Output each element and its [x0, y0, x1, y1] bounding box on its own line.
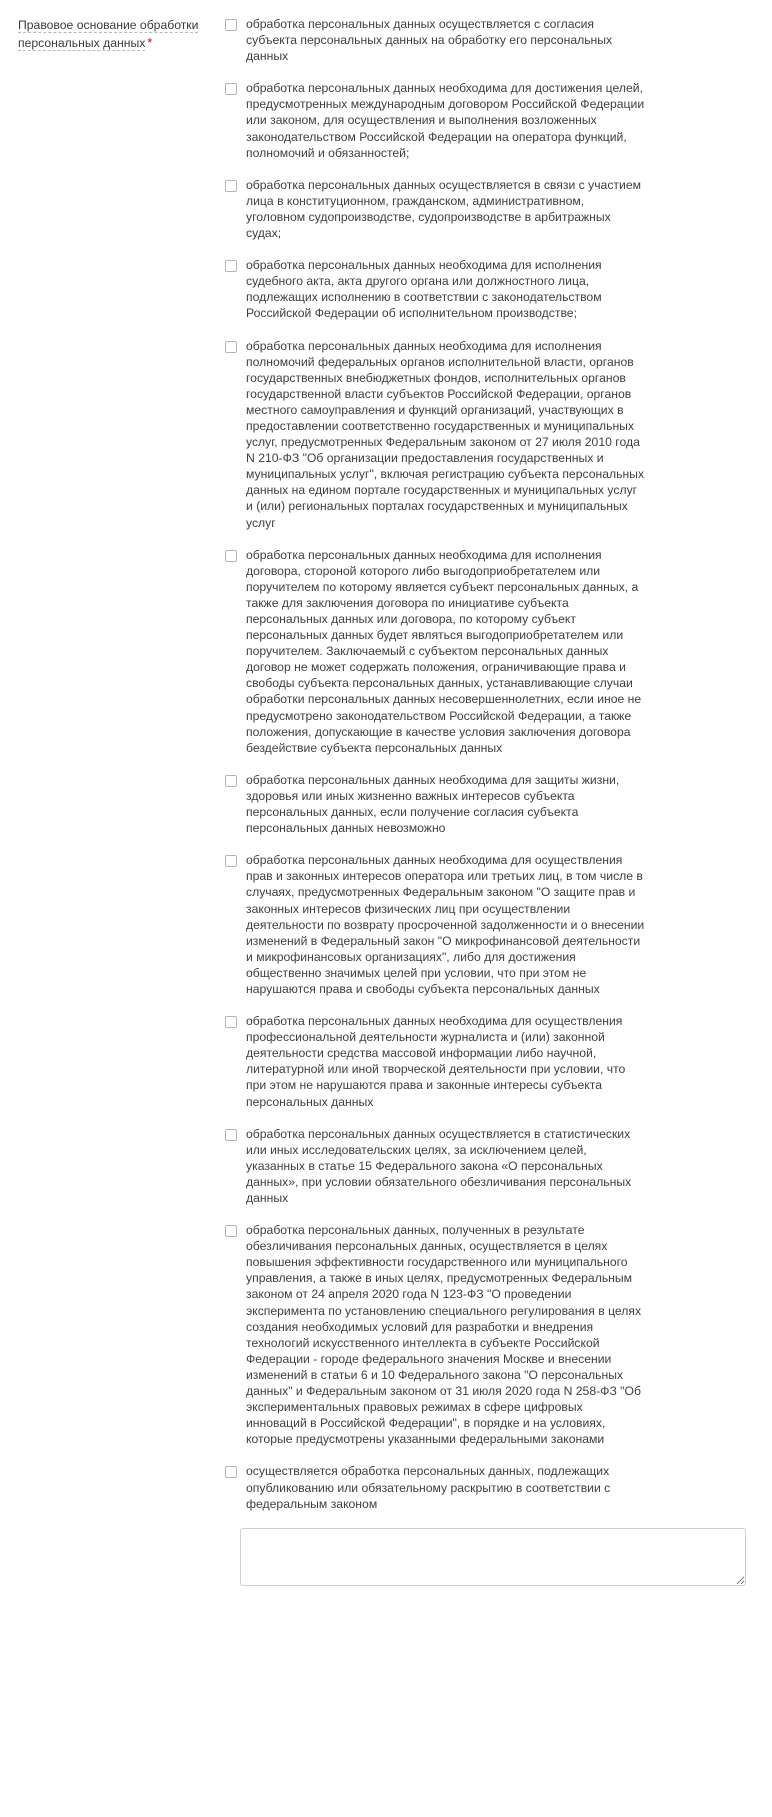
checkbox-label[interactable]: осуществляется обработка персональных данных, подлежащих опубликованию или обязательному раскрытию в соответствии с федеральным законом: [246, 1464, 611, 1511]
checkbox-label[interactable]: обработка персональных данных, полученных в результате обезличивания персональных данных, осуществляется в целях повышения эффективности государственного или муниципального управления, а также в иных целях, предусмотренных Федеральным законом от 24 апреля 2020 года N 123-ФЗ "О проведении эксперимента по установлению специального регулирования в целях создания необходимых условий для разработки и внедрения технологий искусственного интеллекта в субъекте Российской Федерации - городе федерального значения Москве и внесении изменений в статьи 6 и 10 Федерального закона "О персональных данных" и Федеральным законом от 31 июля 2020 года N 258-ФЗ "Об экспериментальных правовых режимах в сфере цифровых инноваций в Российской Федерации", в порядке и на условиях, которые предусмотрены указанными федеральными законами: [246, 1223, 642, 1447]
checkbox-label[interactable]: обработка персональных данных осуществляется с согласия субъекта персональных данных на обработку его персональных данных: [246, 17, 613, 64]
checkbox-input[interactable]: [225, 1225, 237, 1237]
checkbox-label[interactable]: обработка персональных данных необходима для исполнения полномочий федеральных органов исполнительной власти, органов государственных внебюджетных фондов, исполнительных органов государственной власти субъектов Российской Федерации, органов местного самоуправления и функций организаций, участвующих в предоставлении соответственно государственных и муниципальных услуг, предусмотренных Федеральным законом от 27 июля 2010 года N 210-ФЗ "Об организации предоставления государственных и муниципальных услуг", включая регистрацию субъекта персональных данных на едином портале государственных и муниципальных услуг и (или) региональных порталах государственных и муниципальных услуг: [246, 338, 645, 530]
checkbox-label[interactable]: обработка персональных данных осуществляется в связи с участием лица в конституционном, гражданском, административном, уголовном судопроизводстве, судопроизводстве в арбитражных судах;: [246, 177, 641, 241]
checkbox-input[interactable]: [225, 341, 237, 353]
checkbox-input[interactable]: [225, 1129, 237, 1141]
checkbox-input[interactable]: [225, 180, 237, 192]
comment-textarea[interactable]: [240, 1528, 746, 1586]
checkbox-input[interactable]: [225, 1466, 237, 1478]
checkbox-item[interactable]: [225, 852, 750, 997]
legal-basis-control-column: [225, 14, 772, 1512]
comment-spacer: [0, 1528, 240, 1586]
checkbox-item[interactable]: [225, 80, 750, 160]
checkbox-item[interactable]: [225, 177, 750, 241]
checkbox-item[interactable]: [225, 1126, 750, 1206]
checkbox-label[interactable]: обработка персональных данных необходима для осуществления профессиональной деятельности журналиста и (или) законной деятельности средства массовой информации либо научной, литературной или иной творческой деятельности при условии, что при этом не нарушаются права и законные интересы субъекта персональных данных: [246, 1014, 626, 1109]
checkbox-label[interactable]: обработка персональных данных необходима для осуществления прав и законных интересов оператора или третьих лиц, в том числе в случаях, предусмотренных Федеральным законом "О защите прав и законных интересов физических лиц при осуществлении деятельности по возврату просроченной задолженности и о внесении изменений в Федеральный закон "О микрофинансовой деятельности и микрофинансовых организациях", либо для достижения общественно значимых целей при условии, что при этом не нарушаются права и свободы субъекта персональных данных: [246, 853, 645, 996]
checkbox-item[interactable]: [225, 1222, 750, 1447]
checkbox-item[interactable]: [225, 772, 750, 836]
checkbox-input[interactable]: [225, 1016, 237, 1028]
checkbox-item[interactable]: [225, 338, 750, 531]
legal-basis-checkbox-group: [225, 16, 750, 1512]
checkbox-input[interactable]: [225, 775, 237, 787]
checkbox-label[interactable]: обработка персональных данных осуществляется в статистических или иных исследовательских целях, за исключением целей, указанных в статье 15 Федерального закона «О персональных данных», при условии обязательного обезличивания персональных данных: [246, 1126, 632, 1205]
checkbox-item[interactable]: [225, 257, 750, 321]
checkbox-item[interactable]: [225, 16, 750, 64]
field-label-column: [0, 14, 225, 52]
comment-row: [0, 1512, 772, 1600]
checkbox-input[interactable]: [225, 83, 237, 95]
checkbox-input[interactable]: [225, 550, 237, 562]
required-asterisk: *: [147, 36, 153, 50]
checkbox-item[interactable]: [225, 1463, 750, 1511]
checkbox-input[interactable]: [225, 855, 237, 867]
checkbox-label[interactable]: обработка персональных данных необходима для защиты жизни, здоровья или иных жизненно важных интересов субъекта персональных данных, если получение согласия субъекта персональных данных невозможно: [246, 772, 620, 836]
legal-basis-field-label: Правовое основание обработки персональных данных: [18, 18, 199, 50]
checkbox-label[interactable]: обработка персональных данных необходима для достижения целей, предусмотренных международным договором Российской Федерации или законом, для осуществления и выполнения возложенных законодательством Российской Федерации на оператора функций, полномочий и обязанностей;: [246, 81, 645, 160]
checkbox-input[interactable]: [225, 19, 237, 31]
checkbox-item[interactable]: [225, 547, 750, 756]
checkbox-label[interactable]: обработка персональных данных необходима для исполнения судебного акта, акта другого органа или должностного лица, подлежащих исполнению в соответствии с законодательством Российской Федерации об исполнительном производстве;: [246, 258, 602, 321]
checkbox-item[interactable]: [225, 1013, 750, 1110]
checkbox-input[interactable]: [225, 260, 237, 272]
checkbox-label[interactable]: обработка персональных данных необходима для исполнения договора, стороной которого либо выгодоприобретателем или поручителем по которому является субъект персональных данных, а также для заключения договора по инициативе субъекта персональных данных или договора, по которому субъект персональных данных будет являться выгодоприобретателем или поручителем. Заключаемый с субъектом персональных данных договор не может содержать положения, ограничивающие права и свободы субъекта персональных данных, устанавливающие случаи обработки персональных данных несовершеннолетних, если иное не предусмотрено законодательством Российской Федерации, а также положения, допускающие в качестве условия заключения договора бездействие субъекта персональных данных: [246, 547, 642, 755]
